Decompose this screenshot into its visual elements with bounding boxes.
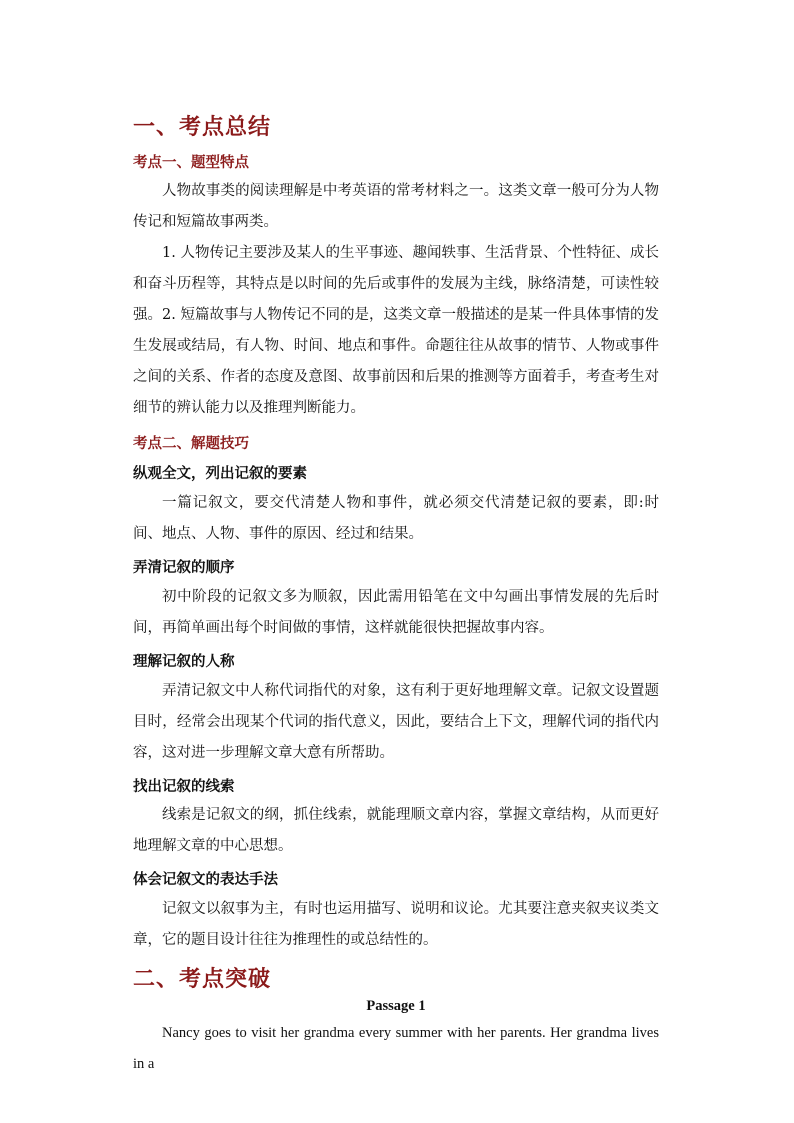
point-1-paragraph-intro: 人物故事类的阅读理解是中考英语的常考材料之一。这类文章一般可分为人物传记和短篇故事两类。 (133, 183, 659, 230)
point-1-paragraph-short-story: 2. 短篇故事与人物传记不同的是，这类文章一般描述的是某一件具体事情的发生发展或结局，有人物、时间、地点和事件。命题往往从故事的情节、人物或事件之间的关系、作者的态度及意图、故事前因和后果的推测等方面着手，考查考生对细节的辨认能力以及推理判断能力。 (133, 307, 659, 416)
passage-text: Nancy goes to visit her grandma every summer with her parents. Her grandma lives in a (133, 1025, 659, 1072)
tip-1-heading: 纵观全文，列出记叙的要素 (133, 465, 307, 482)
point-2-title: 考点二、解题技巧 (133, 435, 249, 452)
tip-3-text: 弄清记叙文中人称代词指代的对象，这有利于更好地理解文章。记叙文设置题目时，经常会出现某个代词的指代意义，因此，要结合上下文，理解代词的指代内容，这对进一步理解文章大意有所帮助。 (133, 683, 659, 761)
section-2-title: 二、考点突破 (133, 966, 272, 992)
tip-4-heading: 找出记叙的线索 (133, 778, 235, 795)
point-1-paragraph-biography: 1. 人物传记主要涉及某人的生平事迹、趣闻轶事、生活背景、个性特征、成长和奋斗历程等，其特点是以时间的先后或事件的发展为主线，脉络清楚，可读性较强。 (133, 245, 659, 323)
section-1-title: 一、考点总结 (133, 114, 272, 140)
tip-4-text: 线索是记叙文的纲，抓住线索，就能理顺文章内容，掌握文章结构，从而更好地理解文章的中心思想。 (133, 807, 659, 854)
point-1-title: 考点一、题型特点 (133, 154, 249, 171)
tip-5-text: 记叙文以叙事为主，有时也运用描写、说明和议论。尤其要注意夹叙夹议类文章，它的题目设计往往为推理性的或总结性的。 (133, 901, 659, 948)
tip-1-text: 一篇记叙文，要交代清楚人物和事件，就必须交代清楚记叙的要素，即:时间、地点、人物、事件的原因、经过和结果。 (133, 495, 659, 542)
tip-2-heading: 弄清记叙的顺序 (133, 559, 235, 576)
tip-5-heading: 体会记叙文的表达手法 (133, 871, 278, 888)
tip-2-text: 初中阶段的记叙文多为顺叙，因此需用铅笔在文中勾画出事情发展的先后时间，再简单画出每个时间做的事情，这样就能很快把握故事内容。 (133, 589, 659, 636)
tip-3-heading: 理解记叙的人称 (133, 653, 235, 670)
passage-title: Passage 1 (366, 998, 426, 1014)
